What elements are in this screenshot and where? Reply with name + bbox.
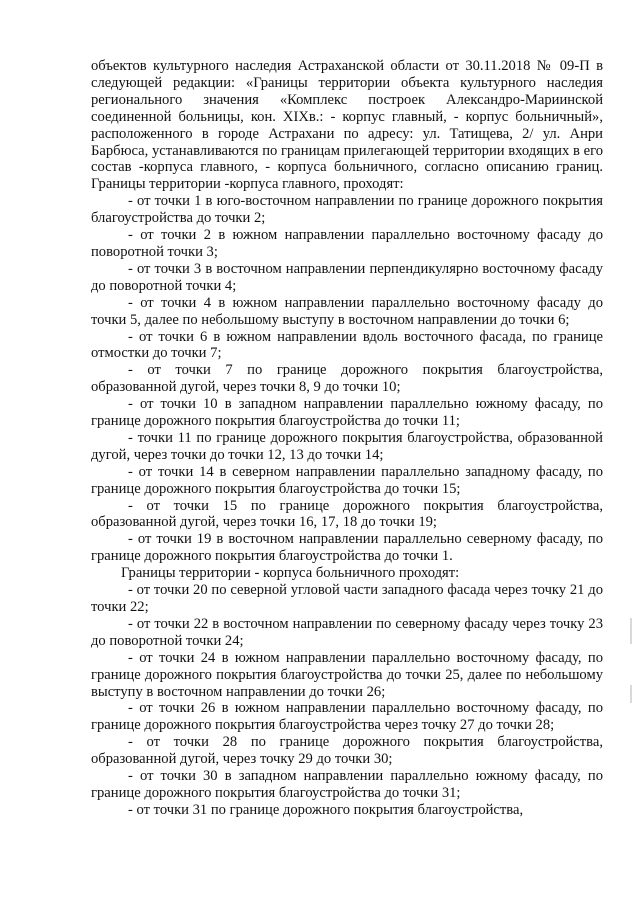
boundary-item: - от точки 4 в южном направлении параллельно восточному фасаду до точки 5, далее по небольшому выступу в восточном направлении до точки 6; [91, 294, 603, 328]
boundary-item: - от точки 30 в западном направлении параллельно южному фасаду, по границе дорожного покрытия благоустройства до точки 31; [91, 768, 603, 801]
boundary-item: - от точки 15 по границе дорожного покрытия благоустройства, образованной дугой, через точки 16, 17, 18 до точки 19; [91, 497, 603, 531]
boundary-item: - от точки 3 в восточном направлении перпендикулярно восточному фасаду до поворотной точки 4; [91, 260, 603, 294]
boundary-item: - от точки 31 по границе дорожного покрытия благоустройства, [128, 801, 524, 818]
boundary-item: - от точки 2 в южном направлении параллельно восточному фасаду до поворотной точки 3; [91, 227, 603, 260]
boundary-item: - от точки 28 по границе дорожного покрытия благоустройства, образованной дугой, через точку 29 до точки 30; [91, 734, 603, 768]
boundary-item: - от точки 22 в восточном направлении по северному фасаду через точку 23 до поворотной точки 24; [91, 615, 603, 649]
scan-edge-mark [630, 685, 632, 703]
boundary-item: - от точки 7 по границе дорожного покрытия благоустройства, образованной дугой, через точки 8, 9 до точки 10; [91, 362, 603, 396]
scan-edge-mark [630, 618, 632, 644]
intro-paragraph: объектов культурного наследия Астраханской области от 30.11.2018 № 09-П в следующей редакции: «Границы территории объекта культурного наследия регионального значения «Комплекс построек Александро-Мариинской соединенной больницы, кон. XIXв.: - корпус главный, - корпус больничный», расположенного в городе Астрахани по адресу: ул. Татищева, 2/ ул. Анри Барбюса, устанавливаются по границам прилегающей территории входящих в его состав -корпуса главного, - корпуса больничного, согласно описанию границ. Границы территории -корпуса главного, проходят: [91, 58, 603, 193]
boundary-item: - от точки 6 в южном направлении вдоль восточного фасада, по границе отмостки до точки 7; [91, 328, 603, 362]
boundary-item: - точки 11 по границе дорожного покрытия благоустройства, образованной дугой, через точки до точки 12, 13 до точки 14; [91, 429, 603, 463]
boundary-item: - от точки 24 в южном направлении параллельно восточному фасаду, по границе дорожного покрытия благоустройства до точки 25, далее по небольшому выступу в восточном направлении до точки 26; [91, 649, 603, 700]
boundary-item: - от точки 10 в западном направлении параллельно южному фасаду, по границе дорожного покрытия благоустройства до точки 11; [91, 396, 603, 430]
document-body [91, 58, 603, 819]
boundary-item: - от точки 19 в восточном направлении параллельно северному фасаду, по границе дорожного покрытия благоустройства до точки 1. [91, 531, 603, 565]
boundary-item: - от точки 14 в северном направлении параллельно западному фасаду, по границе дорожного покрытия благоустройства до точки 15; [91, 463, 603, 497]
section-heading: Границы территории - корпуса больничного проходят: [121, 565, 460, 582]
boundary-item: - от точки 1 в юго-восточном направлении по границе дорожного покрытия благоустройства до точки 2; [91, 193, 603, 227]
boundary-item: - от точки 20 по северной угловой части западного фасада через точку 21 до точки 22; [91, 582, 603, 615]
boundary-item: - от точки 26 в южном направлении параллельно восточному фасаду, по границе дорожного покрытия благоустройства через точку 27 до точки 28; [91, 700, 603, 734]
